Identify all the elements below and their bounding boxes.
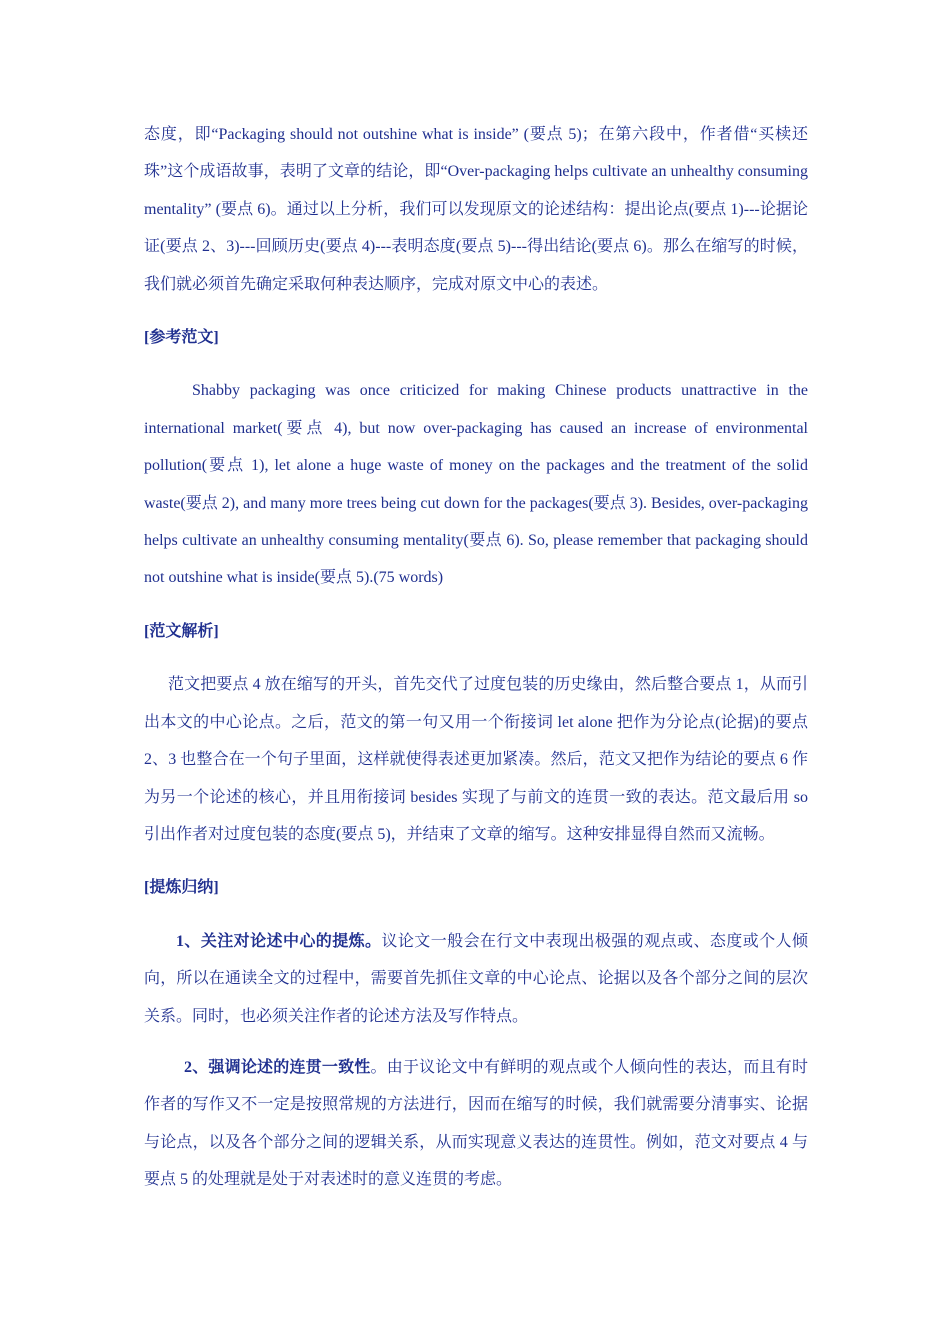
summary-point-1-text: 议论文一般会在行文中表现出极强的观点或、态度或个人倾向，所以在通读全文的过程中，需要首先抓住文章的中心论点、论据以及各个部分之间的层次关系。同时，也必须关注作者的论述方法及写作特点。	[144, 932, 808, 1025]
summary-point-2	[144, 1049, 808, 1199]
intro-paragraph: 态度，即“Packaging should not outshine what is inside” (要点 5)；在第六段中，作者借“买椟还珠”这个成语故事，表明了文章的结论，即“Over-packaging helps cultivate an unhealthy consuming mentality” (要点 6)。通过以上分析，我们可以发现原文的论述结构：提出论点(要点 1)---论据论证(要点 2、3)---回顾历史(要点 4)---表明态度(要点 5)---得出结论(要点 6)。那么在缩写的时候，我们就必须首先确定采取何种表达顺序，完成对原文中心的表述。	[144, 126, 808, 293]
summary-point-1	[144, 923, 808, 1035]
reference-heading: [参考范文]	[144, 329, 219, 347]
analysis-paragraph: 范文把要点 4 放在缩写的开头，首先交代了过度包装的历史缘由，然后整合要点 1，从而引出本文的中心论点。之后，范文的第一句又用一个衔接词 let alone 把作为分论点(论据)的要点 2、3 也整合在一个句子里面，这样就使得表述更加紧凑。然后，范文又把作为结论的要点 6 作为另一个论述的核心，并且用衔接词 besides 实现了与前文的连贯一致的表达。范文最后用 so 引出作者对过度包装的态度(要点 5)，并结束了文章的缩写。这种安排显得自然而又流畅。	[144, 676, 808, 843]
summary-heading: [提炼归纳]	[144, 879, 219, 897]
summary-point-1-title: 1、关注对论述中心的提炼。	[176, 932, 382, 950]
summary-point-2-text: 。由于议论文中有鲜明的观点或个人倾向性的表达，而且有时作者的写作又不一定是按照常规的方法进行，因而在缩写的时候，我们就需要分清事实、论据与论点，以及各个部分之间的逻辑关系，从而实现意义表达的连贯性。例如，范文对要点 4 与要点 5 的处理就是处于对表述时的意义连贯的考虑。	[144, 1058, 808, 1189]
summary-point-2-title: 2、强调论述的连贯一致性	[184, 1058, 371, 1076]
reference-essay: Shabby packaging was once criticized for making Chinese products unattractive in the international market(要点 4), but now over-packaging has caused an increase of environmental pollution(要点 1), let alone a huge waste of money on the packages and the treatment of the solid waste(要点 2), and many more trees being cut down for the packages(要点 3). Besides, over-packaging helps cultivate an unhealthy consuming mentality(要点 6). So, please remember that packaging should not outshine what is inside(要点 5).(75 words)	[144, 382, 808, 587]
analysis-heading: [范文解析]	[144, 622, 219, 640]
document-page	[144, 116, 808, 1199]
